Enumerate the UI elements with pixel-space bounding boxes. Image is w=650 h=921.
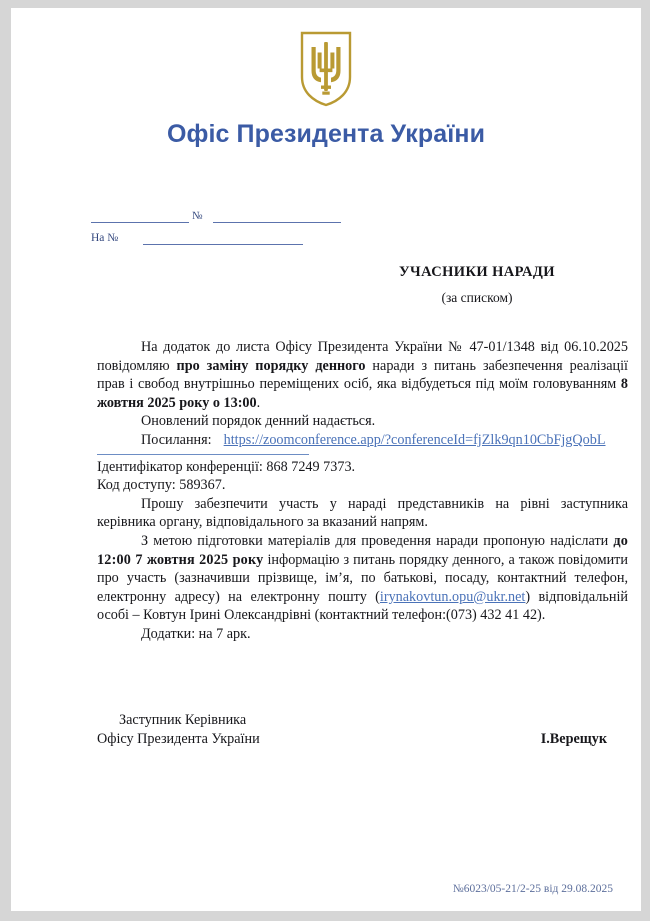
document-page	[11, 8, 641, 911]
paragraph-participation-request: Прошу забезпечити участь у нараді представників на рівні заступника керівника органу, відповідального за вказаний напрям.	[97, 495, 628, 531]
outgoing-number-rule[interactable]	[213, 221, 341, 223]
conference-link-row	[97, 431, 628, 450]
outgoing-date-rule[interactable]	[91, 221, 189, 223]
access-code-line: Код доступу: 589367.	[97, 477, 226, 494]
organization-title: Офіс Президента України	[166, 120, 486, 148]
reply-to-label: На №	[91, 232, 119, 244]
ukraine-trident-emblem	[11, 30, 641, 112]
reply-to-rule[interactable]	[143, 243, 303, 245]
p4-text-part3: ) відповідальній особі – Ковтун Ірині Олександрівні (контактний телефон:	[97, 588, 628, 624]
paragraph-materials-deadline	[97, 532, 628, 625]
paragraph-attachments: Додатки: на 7 арк.	[141, 625, 251, 642]
addressee-title: УЧАСНИКИ НАРАДИ	[399, 264, 555, 280]
number-symbol: №	[192, 210, 203, 222]
p1-bold-datetime: 8 жовтня 2025 року о 13:00	[97, 376, 628, 411]
p1-bold-agenda-change: про заміну порядку денного	[176, 357, 366, 374]
contact-email-link[interactable]: irynakovtun.opu@ukr.net	[379, 588, 526, 605]
signer-position-line1: Заступник Керівника	[119, 712, 247, 728]
conference-link-underline-continuation	[97, 453, 309, 455]
p1-text-part2: наради з питань забезпечення реалізації прав і свобод внутрішньо переміщених осіб, яка відбудеться під моїм головуванням	[97, 357, 628, 393]
p4-text-part2: інформацію з питань порядку денного, а також повідомити про участь (зазначивши прізвище, ім’я, по батькові, посаду, контактний телефон, електронну адресу) на електронну пошту (	[97, 551, 628, 605]
letter-body	[97, 338, 628, 644]
reference-row-outgoing	[91, 201, 361, 223]
p4-text-part1: З метою підготовки матеріалів для проведення наради пропоную надіслати	[141, 532, 614, 549]
signer-name: І.Верещук	[540, 730, 607, 747]
reference-block	[91, 201, 361, 245]
p1-text-part3: .	[256, 394, 261, 411]
conference-id-line: Ідентифікатор конференції: 868 7249 7373.	[97, 458, 356, 475]
signer-position-line2: Офісу Президента України	[97, 730, 260, 747]
contact-phone: (073) 432 41 42).	[446, 607, 546, 624]
p1-text-part1: На додаток до листа Офісу Президента України № 47-01/1348 від 06.10.2025 повідомляю	[97, 339, 628, 374]
registration-footer: №6023/05-21/2-25 від 29.08.2025	[452, 883, 613, 895]
addressee-subtitle: (за списком)	[441, 290, 513, 305]
reference-row-reply	[91, 223, 361, 245]
p4-bold-deadline: до 12:00 7 жовтня 2025 року	[97, 532, 628, 568]
conference-link[interactable]: https://zoomconference.app/?conferenceId=fjZlk9qn10CbFjgQobL	[223, 431, 606, 448]
paragraph-agenda-provided: Оновлений порядок денний надається.	[141, 413, 376, 430]
signature-block	[97, 711, 607, 748]
paragraph-agenda-change	[97, 338, 628, 412]
addressee-block	[347, 264, 607, 306]
signer-position	[97, 711, 260, 748]
link-label: Посилання:	[141, 431, 212, 448]
